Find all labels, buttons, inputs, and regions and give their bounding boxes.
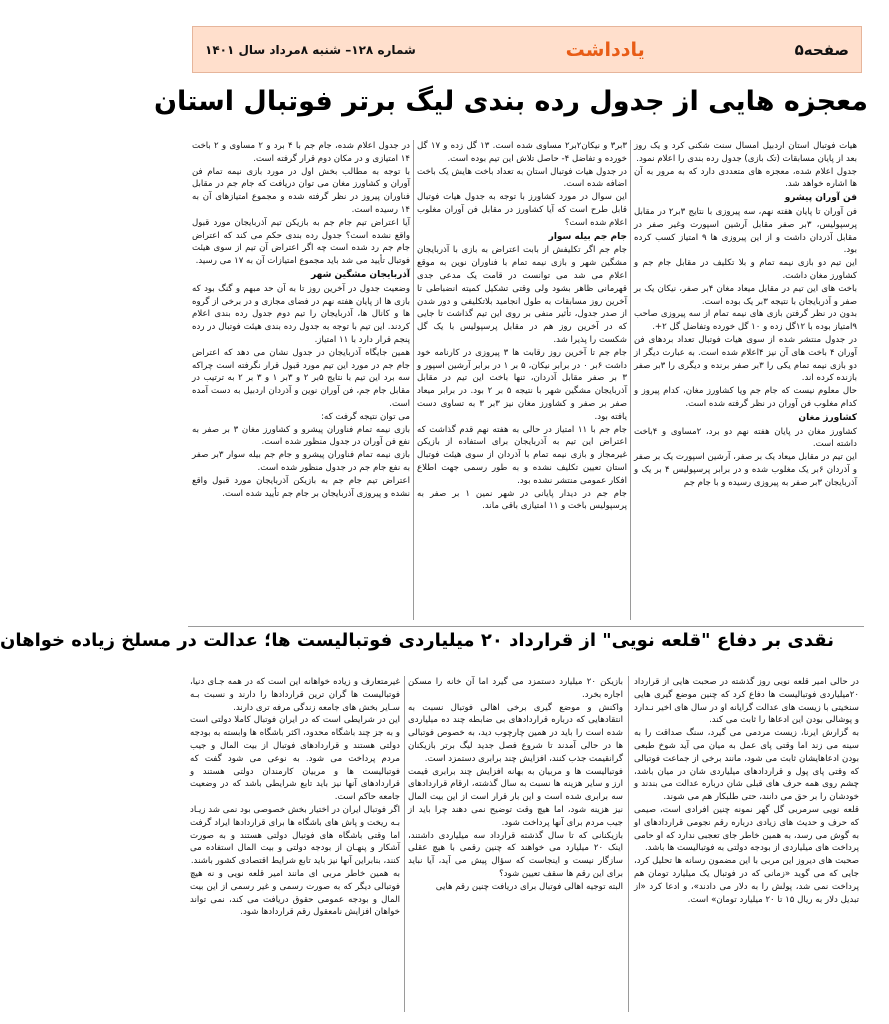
issue-info: شماره ۱۲۸– شنبه ۸مرداد سال ۱۴۰۱ [205, 42, 416, 57]
paragraph: به گزارش ایرنا، زیست مردمی می گیرد، سنگ صداقت را به سینه می زند اما وقتی پای عمل به میان می آید شوخ طبعی بودن ادعاهایشان ثابت می شود، مانند برخی از جماعت فوتبالی که وقتی پای پول و قراردادهای میلیاردی شان در میان باشد، چشم روی همه حرف های قبلی شان درباره عدالت می بندند و خودشان را بر حق می دانند، حتی طلبکار هم می شوند. [634, 728, 859, 803]
paragraph: بازیکنانی که تا سال گذشته قرارداد سه میلیاردی داشتند، اینک ۲۰ میلیارد می خواهند که چنین رقمی با هیچ عقلی سازگار نیست و اینجاست که سؤال پیش می آید، آیا نباید برای این رقم ها سقف تعیین شود؟ [408, 830, 624, 879]
paragraph: بازی نیمه تمام فناوران پیشرو و جام جم بیله سوار ۳بر صفر به نفع جام جم در جدول منظور شده است. [192, 450, 410, 473]
paragraph: این تیم در مقابل میعاد یک بر صفر، آرشین اسپورت یک بر صفر و آذردان ۶بر یک مغلوب شده و در برابر پرسپولیس ۴ بر یک و آذربایجان ۳بر صفر به پیروزی رسیده و با جام جم [634, 452, 857, 488]
paragraph: فوتبالیست ها و مربیان به بهانه افزایش چند برابری قیمت ارز و سایر هزینه ها نسبت به سال گذشته، ارقام قراردادهای سه برابری شده است و این بار قرار است از این بیت المال نیز هزینه شود، اما هیچ وقت توضیح نمی دهند چرا باید از جیب مردم برای آنها پرداخت شود. [408, 766, 623, 828]
paragraph: این سوال در مورد کشاورز با توجه به جدول هیات فوتبال قابل طرح است که آیا کشاورز در مقابل فن آوران مغلوب اعلام شده است؟ [417, 192, 627, 228]
section-divider [188, 626, 864, 627]
paragraph: جدول اعلام شده، معجزه های متعددی دارد که به مرور به آن ها اشاره خواهد شد. [634, 166, 857, 190]
column-divider [628, 676, 629, 1012]
paragraph: جام جم با ۱۱ امتیاز در حالی به هفته نهم قدم گذاشت که اعتراض این تیم به آذربایجان برای استفاده از بازیکن غیرمجاز و بازی نیمه تمام با آذردان از سوی هیئت فوتبال استان تعیین تکلیف نشده و به طور رسمی جهت اطلاع افکار عمومی منتشر نشده بود. [417, 424, 627, 486]
paragraph: غیرمتعارف و زیاده خواهانه این است که در همه جـای دنیا، فوتبالیست ها گران ترین قراردادها را دارند و نسبت بـه سـایر بخش های جامعه زندگی مرفه تری دارند. [190, 677, 400, 713]
paragraph: واکنش و موضع گیری برخی اهالی فوتبال نسبت به انتقادهایی که درباره قراردادهای بی ضابطه چند ده میلیاردی شده است را باید در همین چارچوب دید، به خصوص فوتبالی ها در حالی آمدند تا شروع فصل جدید لیگ برتر بازیکنان گرانقیمت جذب کنند، افزایش چند برابری دستمزد است. [408, 702, 623, 764]
paragraph: حال معلوم نیست که جام جم ویا کشاورز مغان، کدام پیروز و کدام مغلوب فن آوران در نظر گرفته شده است. [634, 386, 857, 409]
paragraph: کشاورز مغان در پایان هفته نهم دو برد، ۲مساوی و ۴باخت داشته است. [634, 426, 857, 450]
paragraph: جام جم اگر تکلیفش از بابت اعتراض به بازی با آذربایجان مشگین شهر و بازی نیمه تمام با فناوران نوین به موقع اعلام می شد می توانست در قامت یک مدعی جدی قهرمانی ظاهر بشود ولی وقتی تشکیل کمیته انضباطی تا آخرین روز مسابقات به طول انجامید بلاتکلیفی و دور شدن از صدر جدول، تأثیر منفی بر روی این تیم گذاشت تا جایی که در آخرین روز هم در مقابل پرسپولیس با یک گل شکست را پذیرا شد. [417, 245, 627, 345]
paragraph: در جدول هیات فوتبال استان به تعداد باخت هایش یک باخت اضافه شده است. [417, 166, 627, 190]
article1-column-3 [192, 140, 410, 620]
article2-column-3 [190, 676, 400, 1012]
paragraph: با توجه به مطالب بخش اول در مورد بازی نیمه تمام فن آوران و کشاورز مغان می توان دریافت که جام جم در مقابل فناوران پیروز در نظر گرفته شده و مجموع امتیازهای آن به ۱۴ رسیده است. [192, 166, 410, 215]
subheading: جام جم بیله سوار [548, 231, 627, 242]
column-divider [404, 676, 405, 1012]
paragraph: می توان نتیجه گرفت که: [321, 411, 410, 422]
paragraph: اعتراض تیم جام جم به بازیکن آذربایجان مورد قبول واقع نشده و پیروزی آذربایجان بر جام جم تأیید شده است. [192, 475, 410, 499]
subheading: آذربایجان مشگین شهر [311, 269, 410, 280]
article1-column-1 [634, 140, 857, 620]
paragraph: به همین خاطر مربی ای مانند امیر قلعه نویی و نه هیچ فوتبالی دیگر که به صورت رسمی و غیر رسمی از این بیت المال و بودجه عمومی حقوق دریافت می کند، نمی تواند خواهان افزایش نامعقول رقم قراردادها شود. [190, 868, 400, 918]
paragraph: همین جایگاه آذربایجان در جدول نشان می دهد که اعتراض جام جم در مورد این تیم مورد قبول قرار نگرفته است چراکه سه برد این تیم با نتایج ۵بر ۲ و ۳بر ۱ و ۳ بر ۲ به ترتیب در مقابل جام جم، فن آوران نوین و آذردان اردبیل به دست آمده است. [192, 347, 410, 409]
article1-column-2 [417, 140, 627, 620]
paragraph: آیا اعتراض تیم جام جم به بازیکن تیم آذربایجان مورد قبول واقع نشده است؟ جدول رده بندی حکم می کند که اعتراض جام جم رد شده است چه اگر اعتراض آن تیم از سوی هیئت فوتبال تأیید می شد باید مجموع امتیازات آن به ۱۷ می رسید. [192, 217, 410, 267]
page-number: صفحه۵ [794, 40, 849, 59]
paragraph: بازیکن ۲۰ میلیارد دستمزد می گیرد اما آن خانه را مسکن اجاره بخرد. [408, 677, 623, 700]
paragraph: این تیم دو بازی نیمه تمام و بلا تکلیف در مقابل جام جم و کشاورز مغان داشت. [634, 258, 857, 281]
paragraph: جام جم تا آخرین روز رقابت ها ۳ پیروزی در کارنامه خود داشت ۶بر ۰ در برابر نیکان، ۵ بر ۱ در برابر آرشین اسپور و ۳ بر صفر مقابل آذردان، تنها باخت این تیم در مقابل آذربایجان مشگین شهر با نتیجه ۵ بر ۲ بود. در برابر میعاد صفر بر صفر و کشاورز مغان نیز ۳بر ۳ به تساوی دست یافته بود. [417, 347, 627, 422]
paragraph: در حالی امیر قلعه نویی روز گذشته در صحبت هایی از قرارداد ۲۰میلیاردی فوتبالیست ها دفاع کرد که چنین موضع گیری هایی سنخیتی با زیست های عدالت گرایانه او در سال های اخیر نـدارد و پوشالی بودن این ادعاها را ثابت می کند. [634, 677, 859, 726]
paragraph: صحبت های دیروز این مربی با این مضمون رسانه ها تحلیل کرد، جایی که می گوید «زمانی که در فوتبال یک میلیارد تومان هم پرداخت نمی شد، پولش را به دلار می دادند»، و ادعا کرد «از تبدیل دلار به ریال ۱۵ تا ۲۰ میلیارد تومان» است. [634, 856, 859, 905]
section-title: یادداشت [565, 38, 645, 61]
paragraph: در جدول منتشر شده از سوی هیات فوتبال تعداد بردهای فن آوران ۴ باخت های آن نیز ۴اعلام شده است. به عبارت دیگر از دو بازی نیمه تمام یکی را ۳بر صفر برنده و دیگری را ۳بر صفر بازنده کرده اند. [634, 334, 857, 384]
paragraph: ۳بر۳ و نیکان۲بر۲ مساوی شده است. ۱۳ گل زده و ۱۷ گل خورده و تفاضل ۴- حاصل تلاش این تیم بوده است. [417, 141, 628, 164]
paragraph: وضعیت جدول در آخرین روز تا به آن حد مبهم و گنگ بود که بازی ها از پایان هفته نهم در فضای مجازی و در برخی از گروه ها و کانال ها، آذربایجان را تیم دوم جدول رده بندی اعلام کردند. این تیم با توجه به جدول رده بندی هیئت فوتبال در رده پنجم قرار دارد با ۱۱ امتیاز. [192, 283, 410, 345]
column-divider [413, 140, 414, 620]
paragraph: این در شرایطی است که در ایران فوتبال کاملا دولتی است و به جز چند باشگاه محدود، اکثر باشگاه ها وابسته به بودجه دولتی هستند و قراردادهای فوتبال از بیت المال و جیب مردم پرداخت می شود. به نوعی می شود گفت که فوتبالیست ها و مربیان کارمندان دولتی هستند و قراردادهای آنها نیز باید تابع شرایطی باشد که در وضعیت جامعه حاکم است. [190, 715, 400, 803]
article2-headline: نقدی بر دفاع "قلعه نویی" از قرارداد ۲۰ میلیاردی فوتبالیست ها؛ عدالت در مسلخ زیاده خواهان [0, 630, 834, 651]
paragraph: فن آوران تا پایان هفته نهم، سه پیروزی با نتایج ۳بر۲ در مقابل پرسپولیس، ۳بر صفر مقابل آرشین اسپورت وغیر صفر در مقابل آذردان داشت و از این پیروزی ها ۹ امتیاز کسب کرده بود. [634, 206, 857, 256]
paragraph: هیات فوتبال استان اردبیل امسال سنت شکنی کرد و یک روز بعد از پایان مسابقات (تک بازی) جدول رده بندی را اعلام نمود. [634, 141, 857, 164]
article2-column-1 [634, 676, 859, 1012]
page-header [192, 26, 862, 73]
subheading: کشاورز مغان [798, 412, 857, 423]
paragraph: اگر فوتبال ایران در اختیار بخش خصوصی بود نمی شد زیـاد بـه ریخت و پاش های باشگاه ها برای قراردادها ایراد گرفت اما وقتی باشگاه های فوتبال دولتی هستند و به صورت آشکار و پنهـان از بودجه دولتی و بیت المال استفاده می کنند، بنابراین آنها نیز باید تابع شرایط اقتصادی کشور باشند. [190, 804, 400, 867]
paragraph: بازی نیمه تمام فناوران پیشرو و کشاورز مغان ۳ بر صفر به نفع فن آوران در جدول منظور شده است. [192, 424, 410, 448]
paragraph: بدون در نظر گرفتن بازی های نیمه تمام از سه پیروزی صاحب ۹امتیاز بوده با ۱۲گل زده و ۱۰ گل خورده وتفاضل گل ۲+. [634, 309, 857, 333]
column-divider [630, 140, 631, 620]
article2-column-2 [408, 676, 623, 1012]
subheading: فن آوران پیشرو [784, 193, 857, 204]
article1-headline: معجزه هایی از جدول رده بندی لیگ برتر فوتبال استان [154, 86, 868, 117]
paragraph: البته توجیه اهالی فوتبال برای دریافت چنین رقم هایی [435, 881, 623, 892]
paragraph: در جدول اعلام شده، جام جم با ۴ برد و ۲ مساوی و ۲ باخت ۱۴ امتیازی و در مکان دوم قرار گرفته است. [192, 141, 410, 164]
paragraph: قلعه نویی سرمربی گل گهر نمونه چنین افرادی است، صیمی که حرف و حدیث های زیادی درباره رقم نجومی قراردادهای او به گوش می رسد، به همین خاطر جای تعجبی ندارد که او حامی پرداخت های میلیاردی از بودجه دولتی به فوتبالیست ها باشد. [634, 804, 859, 854]
paragraph: جام جم در دیدار پایانی در شهر نمین ۱ بر صفر به پرسپولیس باخت و ۱۱ امتیازی باقی ماند. [417, 488, 627, 512]
paragraph: باخت های این تیم در مقابل میعاد مغان ۴بر صفر، نیکان یک بر صفر و آذربایجان با نتیجه ۳بر یک بوده است. [634, 283, 857, 307]
